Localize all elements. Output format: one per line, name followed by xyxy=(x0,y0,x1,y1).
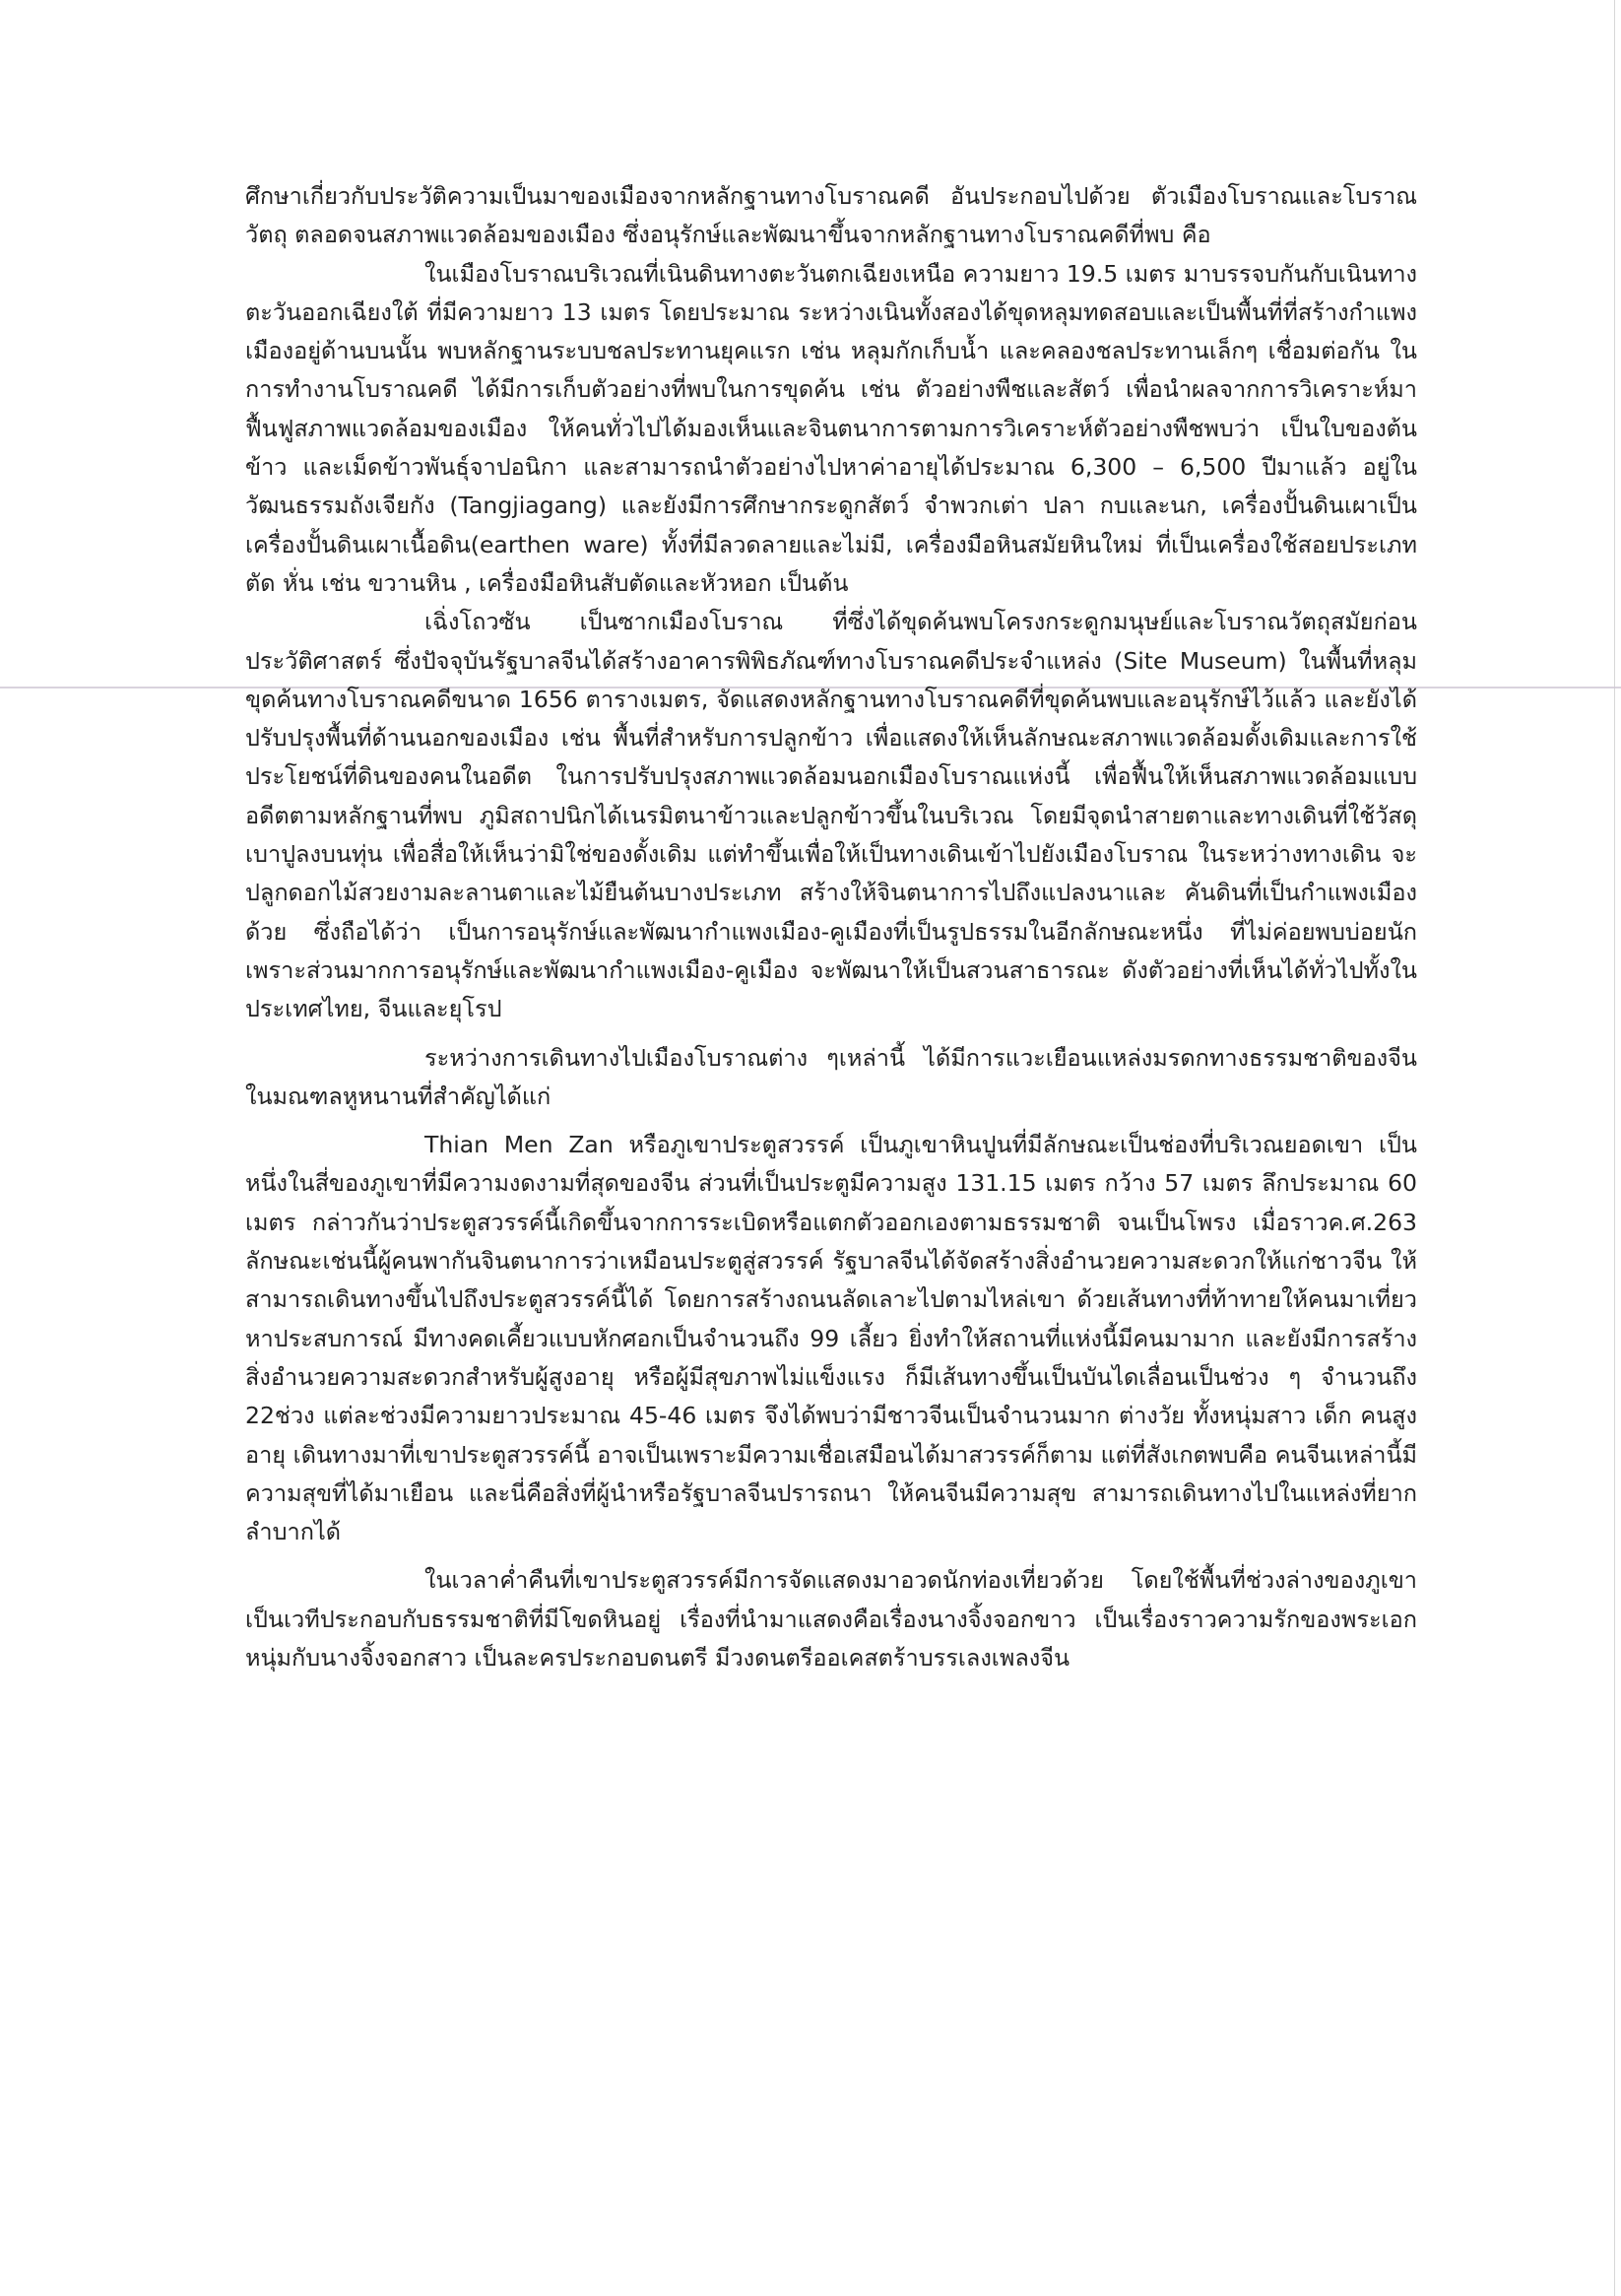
paragraph-hunan-heritage: ระหว่างการเดินทางไปเมืองโบราณต่าง ๆเหล่านี้ ได้มีการแวะเยือนแหล่งมรดกทางธรรมชาติของจีนในมณฑลหูหนานที่สำคัญได้แก่ xyxy=(245,1043,1417,1110)
page-edge-line xyxy=(1614,0,1615,2296)
paragraph-site-findings: ในเมืองโบราณบริเวณที่เนินดินทางตะวันตกเฉียงเหนือ ความยาว 19.5 เมตร มาบรรจบกันกับเนินทางตะวันออกเฉียงใต้ ที่มีความยาว 13 เมตร โดยประมาณ ระหว่างเนินทั้งสองได้ขุดหลุมทดสอบและเป็นพื้นที่ที่สร้างกำแพงเมืองอยู่ด้านบนนั้น พบหลักฐานระบบชลประทานยุคแรก เช่น หลุมกักเก็บน้ำ และคลองชลประทานเล็กๆ เชื่อมต่อกัน ในการทำงานโบราณคดี ได้มีการเก็บตัวอย่างที่พบในการขุดค้น เช่น ตัวอย่างพืชและสัตว์ เพื่อนำผลจากการวิเคราะห์มาฟื้นฟูสภาพแวดล้อมของเมือง ให้คนทั่วไปได้มองเห็นและจินตนาการตามการวิเคราะห์ตัวอย่างพืชพบว่า เป็นใบของต้นข้าว และเม็ดข้าวพันธุ์จาปอนิกา และสามารถนำตัวอย่างไปหาค่าอายุได้ประมาณ 6,300 – 6,500 ปีมาแล้ว อยู่ในวัฒนธรรมถังเจียกัง (Tangjiagang) และยังมีการศึกษากระดูกสัตว์ จำพวกเต่า ปลา กบและนก, เครื่องปั้นดินเผาเป็นเครื่องปั้นดินเผาเนื้อดิน(earthen ware) ทั้งที่มีลวดลายและไม่มี, เครื่องมือหินสมัยหินใหม่ ที่เป็นเครื่องใช้สอยประเภทตัด หั่น เช่น ขวานหิน , เครื่องมือหินสับตัดและหัวหอก เป็นต้น xyxy=(245,259,1417,597)
paragraph-intro: ศึกษาเกี่ยวกับประวัติความเป็นมาของเมืองจากหลักฐานทางโบราณคดี อันประกอบไปด้วย ตัวเมืองโบราณและโบราณวัตถุ ตลอดจนสภาพแวดล้อมของเมือง ซึ่งอนุรักษ์และพัฒนาขึ้นจากหลักฐานทางโบราณคดีที่พบ คือ xyxy=(245,182,1417,249)
paragraph-tianmen-mountain: Thian Men Zan หรือภูเขาประตูสวรรค์ เป็นภูเขาหินปูนที่มีลักษณะเป็นช่องที่บริเวณยอดเขา เป็นหนึ่งในสี่ของภูเขาที่มีความงดงามที่สุดของจีน ส่วนที่เป็นประตูมีความสูง 131.15 เมตร กว้าง 57 เมตร ลึกประมาณ 60 เมตร กล่าวกันว่าประตูสวรรค์นี้เกิดขึ้นจากการระเบิดหรือแตกตัวออกเองตามธรรมชาติ จนเป็นโพรง เมื่อราวค.ศ.263 ลักษณะเช่นนี้ผู้คนพากันจินตนาการว่าเหมือนประตูสู่สวรรค์ รัฐบาลจีนได้จัดสร้างสิ่งอำนวยความสะดวกให้แก่ชาวจีน ให้สามารถเดินทางขึ้นไปถึงประตูสวรรค์นี้ได้ โดยการสร้างถนนลัดเลาะไปตามไหล่เขา ด้วยเส้นทางที่ท้าทายให้คนมาเที่ยวหาประสบการณ์ มีทางคดเคี้ยวแบบหักศอกเป็นจำนวนถึง 99 เลี้ยว ยิ่งทำให้สถานที่แห่งนี้มีคนมามาก และยังมีการสร้างสิ่งอำนวยความสะดวกสำหรับผู้สูงอายุ หรือผู้มีสุขภาพไม่แข็งแรง ก็มีเส้นทางขึ้นเป็นบันไดเลื่อนเป็นช่วง ๆ จำนวนถึง 22ช่วง แต่ละช่วงมีความยาวประมาณ 45-46 เมตร จึงได้พบว่ามีชาวจีนเป็นจำนวนมาก ต่างวัย ทั้งหนุ่มสาว เด็ก คนสูงอายุ เดินทางมาที่เขาประตูสวรรค์นี้ อาจเป็นเพราะมีความเชื่อเสมือนได้มาสวรรค์ก็ตาม แต่ที่สังเกตพบคือ คนจีนเหล่านี้มีความสุขที่ได้มาเยือน และนี่คือสิ่งที่ผู้นำหรือรัฐบาลจีนปรารถนา ให้คนจีนมีความสุข สามารถเดินทางไปในแหล่งที่ยากลำบากได้ xyxy=(245,1131,1417,1546)
paragraph-chengtoushan: เฉิ่งโถวซัน เป็นซากเมืองโบราณ ที่ซึ่งได้ขุดค้นพบโครงกระดูกมนุษย์และโบราณวัตถุสมัยก่อนประวัติศาสตร์ ซึ่งปัจจุบันรัฐบาลจีนได้สร้างอาคารพิพิธภัณฑ์ทางโบราณคดีประจำแหล่ง (Site Museum) ในพื้นที่หลุมขุดค้นทางโบราณคดีขนาด 1656 ตารางเมตร, จัดแสดงหลักฐานทางโบราณคดีที่ขุดค้นพบและอนุรักษ์ไว้แล้ว และยังได้ปรับปรุงพื้นที่ด้านนอกของเมือง เช่น พื้นที่สำหรับการปลูกข้าว เพื่อแสดงให้เห็นลักษณะสภาพแวดล้อมดั้งเดิมและการใช้ประโยชน์ที่ดินของคนในอดีต ในการปรับปรุงสภาพแวดล้อมนอกเมืองโบราณแห่งนี้ เพื่อฟื้นให้เห็นสภาพแวดล้อมแบบอดีตตามหลักฐานที่พบ ภูมิสถาปนิกได้เนรมิตนาข้าวและปลูกข้าวขึ้นในบริเวณ โดยมีจุดนำสายตาและทางเดินที่ใช้วัสดุเบาปูลงบนทุ่น เพื่อสื่อให้เห็นว่ามิใช่ของดั้งเดิม แต่ทำขึ้นเพื่อให้เป็นทางเดินเข้าไปยังเมืองโบราณ ในระหว่างทางเดิน จะปลูกดอกไม้สวยงามละลานตาและไม้ยืนต้นบางประเภท สร้างให้จินตนาการไปถึงแปลงนาและ คันดินที่เป็นกำแพงเมืองด้วย ซึ่งถือได้ว่า เป็นการอนุรักษ์และพัฒนากำแพงเมือง-คูเมืองที่เป็นรูปธรรมในอีกลักษณะหนึ่ง ที่ไม่ค่อยพบบ่อยนัก เพราะส่วนมากการอนุรักษ์และพัฒนากำแพงเมือง-คูเมือง จะพัฒนาให้เป็นสวนสาธารณะ ดังตัวอย่างที่เห็นได้ทั่วไปทั้งในประเทศไทย, จีนและยุโรป xyxy=(245,608,1417,1023)
document-body xyxy=(245,177,1417,1677)
paragraph-night-show: ในเวลาค่ำคืนที่เขาประตูสวรรค์มีการจัดแสดงมาอวดนักท่องเที่ยวด้วย โดยใช้พื้นที่ช่วงล่างของภูเขาเป็นเวทีประกอบกับธรรมชาติที่มีโขดหินอยู่ เรื่องที่นำมาแสดงคือเรื่องนางจิ้งจอกขาว เป็นเรื่องราวความรักของพระเอกหนุ่มกับนางจิ้งจอกสาว เป็นละครประกอบดนตรี มีวงดนตรีออเคสตร้าบรรเลงเพลงจีน xyxy=(245,1566,1417,1672)
